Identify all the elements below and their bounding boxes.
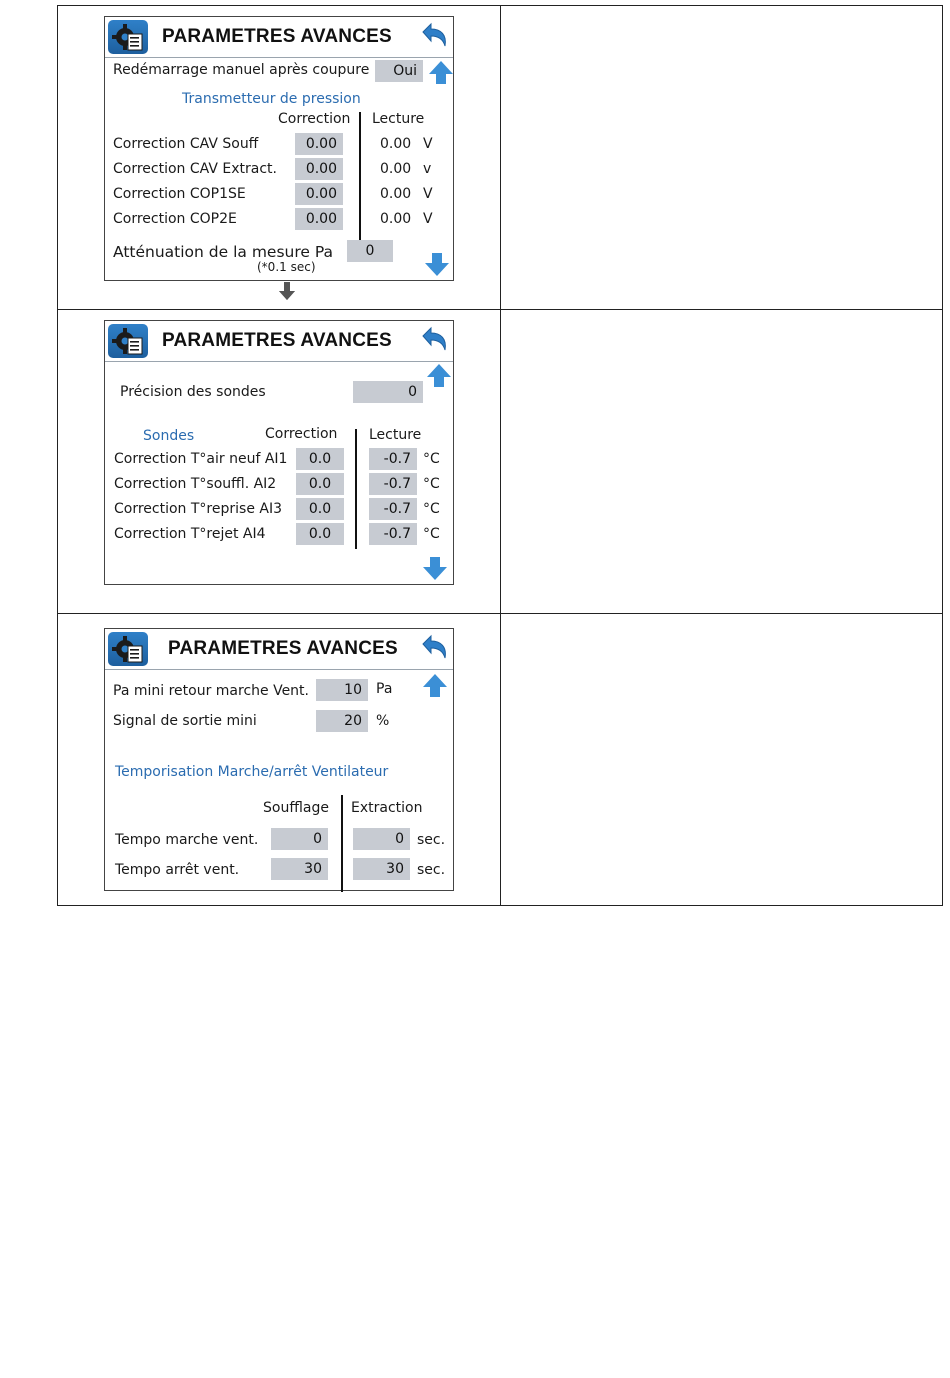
unit-label: °C bbox=[423, 451, 440, 467]
settings-list-icon[interactable] bbox=[108, 632, 148, 666]
scroll-down-icon[interactable] bbox=[421, 555, 449, 583]
row-label: Correction T°rejet AI4 bbox=[114, 526, 266, 542]
correction-field[interactable]: 0.00 bbox=[295, 158, 343, 180]
extraction-field[interactable]: 30 bbox=[353, 858, 410, 880]
column-divider bbox=[341, 795, 343, 892]
restart-value-field[interactable]: Oui bbox=[375, 60, 423, 82]
next-screen-arrow-icon bbox=[278, 281, 296, 301]
row-label: Correction CAV Souff bbox=[113, 136, 259, 152]
screen-header bbox=[105, 629, 453, 670]
column-header-lecture: Lecture bbox=[369, 427, 422, 443]
screen-advanced-params-2 bbox=[104, 320, 454, 585]
precision-label: Précision des sondes bbox=[120, 384, 266, 400]
back-arrow-icon[interactable] bbox=[417, 632, 451, 666]
unit-label: V bbox=[423, 211, 433, 227]
pa-min-label: Pa mini retour marche Vent. bbox=[113, 683, 309, 699]
column-header-correction: Correction bbox=[265, 426, 338, 442]
notes-cell-2 bbox=[501, 310, 943, 614]
lecture-value: -0.7 bbox=[369, 448, 417, 470]
page-title: PARAMETRES AVANCES bbox=[168, 638, 398, 659]
lecture-value: 0.00 bbox=[380, 161, 412, 177]
attenuation-label: Atténuation de la mesure Pa bbox=[113, 243, 333, 261]
unit-label: sec. bbox=[417, 862, 446, 878]
unit-label: sec. bbox=[417, 832, 446, 848]
column-divider bbox=[355, 429, 357, 549]
screen-cell-1 bbox=[58, 6, 501, 310]
lecture-value: 0.00 bbox=[380, 136, 412, 152]
pa-min-field[interactable]: 10 bbox=[316, 679, 368, 701]
correction-field[interactable]: 0.0 bbox=[296, 473, 344, 495]
screen-cell-2 bbox=[58, 310, 501, 614]
lecture-value: -0.7 bbox=[369, 473, 417, 495]
screen-header bbox=[105, 17, 453, 58]
signal-unit: % bbox=[376, 713, 390, 729]
row-label: Correction CAV Extract. bbox=[113, 161, 277, 177]
unit-label: °C bbox=[423, 501, 440, 517]
pa-min-unit: Pa bbox=[376, 681, 393, 697]
correction-field[interactable]: 0.0 bbox=[296, 523, 344, 545]
correction-field[interactable]: 0.0 bbox=[296, 448, 344, 470]
row-label: Tempo arrêt vent. bbox=[115, 862, 240, 878]
scroll-up-icon[interactable] bbox=[421, 671, 449, 699]
attenuation-sub-label: (*0.1 sec) bbox=[257, 260, 316, 274]
restart-label: Redémarrage manuel après coupure bbox=[113, 62, 370, 78]
page-title: PARAMETRES AVANCES bbox=[162, 26, 392, 47]
signal-field[interactable]: 20 bbox=[316, 710, 368, 732]
lecture-value: 0.00 bbox=[380, 186, 412, 202]
screen-advanced-params-3 bbox=[104, 628, 454, 891]
signal-label: Signal de sortie mini bbox=[113, 713, 257, 729]
settings-list-icon[interactable] bbox=[108, 20, 148, 54]
unit-label: v bbox=[423, 161, 432, 177]
row-label: Correction T°souffl. AI2 bbox=[114, 476, 277, 492]
section-title: Sondes bbox=[143, 428, 195, 444]
back-arrow-icon[interactable] bbox=[417, 324, 451, 358]
row-label: Correction T°air neuf AI1 bbox=[114, 451, 288, 467]
unit-label: V bbox=[423, 136, 433, 152]
precision-field[interactable]: 0 bbox=[353, 381, 423, 403]
lecture-value: -0.7 bbox=[369, 523, 417, 545]
extraction-field[interactable]: 0 bbox=[353, 828, 410, 850]
document-table bbox=[57, 5, 943, 906]
row-label: Correction T°reprise AI3 bbox=[114, 501, 282, 517]
scroll-up-icon[interactable] bbox=[425, 361, 453, 389]
page-title: PARAMETRES AVANCES bbox=[162, 330, 392, 351]
row-label: Correction COP1SE bbox=[113, 186, 246, 202]
column-header-soufflage: Soufflage bbox=[263, 800, 329, 816]
lecture-value: 0.00 bbox=[380, 211, 412, 227]
correction-field[interactable]: 0.0 bbox=[296, 498, 344, 520]
unit-label: V bbox=[423, 186, 433, 202]
attenuation-field[interactable]: 0 bbox=[347, 240, 393, 262]
section-title: Transmetteur de pression bbox=[182, 91, 361, 107]
notes-cell-1 bbox=[501, 6, 943, 310]
soufflage-field[interactable]: 0 bbox=[271, 828, 328, 850]
column-header-extraction: Extraction bbox=[351, 800, 423, 816]
correction-field[interactable]: 0.00 bbox=[295, 133, 343, 155]
scroll-down-icon[interactable] bbox=[423, 251, 451, 279]
correction-field[interactable]: 0.00 bbox=[295, 183, 343, 205]
unit-label: °C bbox=[423, 526, 440, 542]
screen-header bbox=[105, 321, 453, 362]
screen-cell-3 bbox=[58, 614, 501, 906]
back-arrow-icon[interactable] bbox=[417, 20, 451, 54]
screen-advanced-params-1 bbox=[104, 16, 454, 281]
scroll-up-icon[interactable] bbox=[427, 58, 455, 86]
unit-label: °C bbox=[423, 476, 440, 492]
correction-field[interactable]: 0.00 bbox=[295, 208, 343, 230]
settings-list-icon[interactable] bbox=[108, 324, 148, 358]
lecture-value: -0.7 bbox=[369, 498, 417, 520]
column-header-correction: Correction bbox=[278, 111, 351, 127]
column-divider bbox=[359, 112, 361, 240]
section-title: Temporisation Marche/arrêt Ventilateur bbox=[115, 764, 389, 780]
row-label: Correction COP2E bbox=[113, 211, 237, 227]
row-label: Tempo marche vent. bbox=[115, 832, 259, 848]
soufflage-field[interactable]: 30 bbox=[271, 858, 328, 880]
notes-cell-3 bbox=[501, 614, 943, 906]
column-header-lecture: Lecture bbox=[372, 111, 425, 127]
